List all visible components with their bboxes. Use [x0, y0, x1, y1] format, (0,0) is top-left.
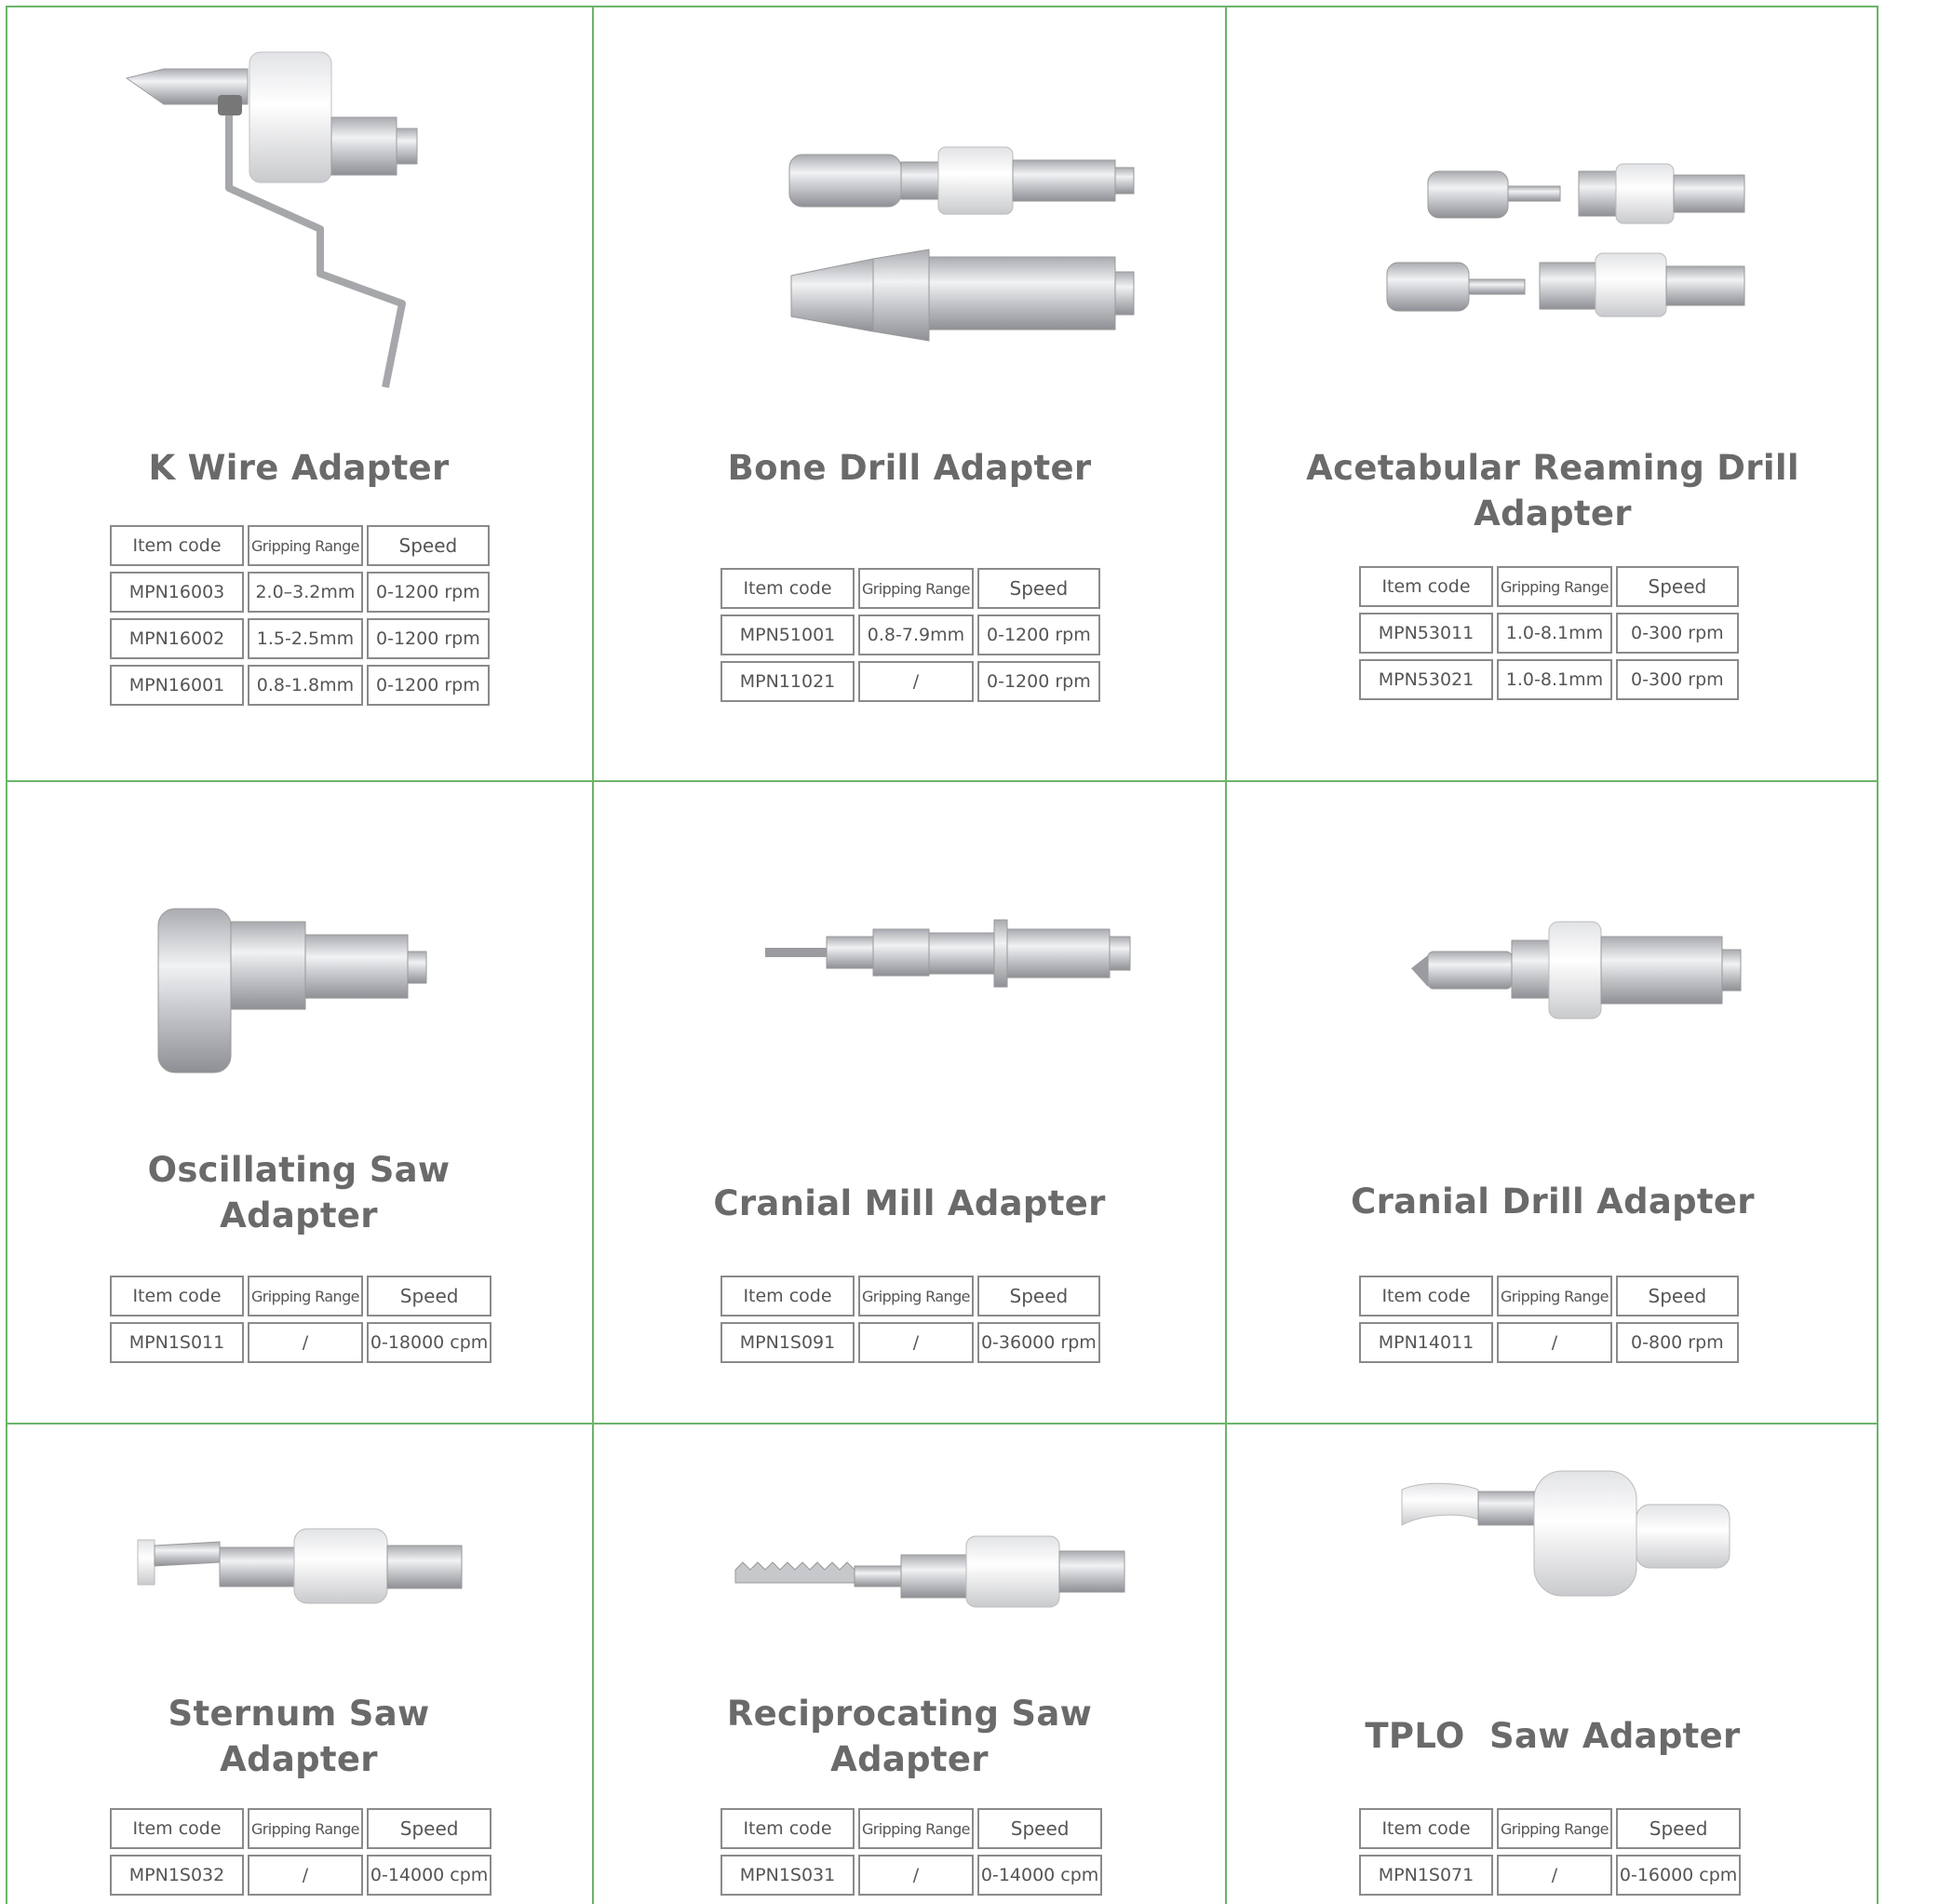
table-row — [1359, 1322, 1739, 1363]
item-code-cell: MPN14011 — [1359, 1322, 1493, 1363]
gripping-range-cell: / — [1497, 1322, 1612, 1363]
product-card-acetabular — [1227, 6, 1878, 782]
table-row — [110, 1855, 491, 1896]
table-row — [110, 665, 490, 706]
cranial-mill-adapter-icon — [594, 903, 1225, 1006]
speed-cell: 0-1200 rpm — [367, 618, 490, 659]
gripping-range-cell: 1.0-8.1mm — [1497, 613, 1612, 654]
spec-table — [1355, 1803, 1744, 1901]
gripping-range-cell: 2.0–3.2mm — [248, 572, 363, 613]
gripping-range-cell: 1.5-2.5mm — [248, 618, 363, 659]
table-header-row — [720, 1276, 1100, 1317]
header-item-code: Item code — [1359, 1276, 1493, 1317]
table-row — [720, 1855, 1102, 1896]
spec-table — [106, 520, 493, 711]
table-row — [110, 618, 490, 659]
header-item-code: Item code — [720, 568, 855, 609]
product-title: TPLO Saw Adapter — [1365, 1716, 1741, 1756]
header-speed: Speed — [367, 1808, 491, 1849]
spec-table — [1355, 1270, 1743, 1369]
product-card-reciprocating-saw — [594, 1425, 1227, 1904]
gripping-range-cell: 0.8-7.9mm — [858, 614, 974, 655]
oscillating-saw-adapter-icon — [6, 894, 592, 1080]
header-gripping-range: Gripping Range — [248, 525, 363, 566]
table-header-row — [1359, 566, 1739, 607]
header-item-code: Item code — [720, 1808, 855, 1849]
product-card-sternum-saw — [6, 1425, 594, 1904]
header-item-code: Item code — [720, 1276, 855, 1317]
header-gripping-range: Gripping Range — [1497, 1808, 1612, 1849]
item-code-cell: MPN16003 — [110, 572, 244, 613]
table-header-row — [1359, 1808, 1741, 1849]
speed-cell: 0-1200 rpm — [367, 572, 490, 613]
table-row — [1359, 613, 1739, 654]
header-speed: Speed — [1616, 1276, 1739, 1317]
table-header-row — [1359, 1276, 1739, 1317]
gripping-range-cell: / — [248, 1322, 363, 1363]
item-code-cell: MPN16002 — [110, 618, 244, 659]
item-code-cell: MPN51001 — [720, 614, 855, 655]
header-speed: Speed — [977, 1276, 1100, 1317]
item-code-cell: MPN1S011 — [110, 1322, 244, 1363]
product-title: Reciprocating Saw Adapter — [726, 1694, 1093, 1779]
gripping-range-cell: / — [858, 661, 974, 702]
table-row — [1359, 1855, 1741, 1896]
table-row — [720, 661, 1100, 702]
item-code-cell: MPN1S091 — [720, 1322, 855, 1363]
table-row — [110, 572, 490, 613]
header-gripping-range: Gripping Range — [858, 1276, 974, 1317]
speed-cell: 0-1200 rpm — [367, 665, 490, 706]
table-row — [720, 1322, 1100, 1363]
table-header-row — [110, 525, 490, 566]
header-speed: Speed — [1616, 566, 1739, 607]
speed-cell: 0-1200 rpm — [977, 614, 1100, 655]
speed-cell: 0-14000 cpm — [977, 1855, 1102, 1896]
product-card-cranial-mill — [594, 782, 1227, 1425]
bone-drill-adapter-icon — [594, 127, 1225, 369]
product-card-k-wire — [6, 6, 594, 782]
spec-table — [717, 562, 1104, 708]
header-gripping-range: Gripping Range — [248, 1276, 363, 1317]
item-code-cell: MPN1S071 — [1359, 1855, 1493, 1896]
spec-table — [106, 1803, 495, 1901]
table-row — [1359, 659, 1739, 700]
speed-cell: 0-300 rpm — [1616, 613, 1739, 654]
header-speed: Speed — [977, 568, 1100, 609]
header-gripping-range: Gripping Range — [858, 568, 974, 609]
tplo-saw-adapter-icon — [1227, 1462, 1878, 1601]
spec-table — [717, 1270, 1104, 1369]
speed-cell: 0-300 rpm — [1616, 659, 1739, 700]
product-title: Sternum Saw Adapter — [168, 1694, 430, 1779]
item-code-cell: MPN1S031 — [720, 1855, 855, 1896]
speed-cell: 0-16000 cpm — [1616, 1855, 1741, 1896]
table-header-row — [720, 568, 1100, 609]
gripping-range-cell: 0.8-1.8mm — [248, 665, 363, 706]
reciprocating-saw-adapter-icon — [594, 1518, 1225, 1620]
product-title: K Wire Adapter — [148, 448, 450, 488]
table-header-row — [720, 1808, 1102, 1849]
k-wire-adapter-icon — [6, 24, 592, 415]
item-code-cell: MPN53021 — [1359, 659, 1493, 700]
item-code-cell: MPN53011 — [1359, 613, 1493, 654]
header-gripping-range: Gripping Range — [858, 1808, 974, 1849]
product-title: Cranial Drill Adapter — [1351, 1182, 1755, 1222]
header-item-code: Item code — [110, 1808, 244, 1849]
header-item-code: Item code — [1359, 1808, 1493, 1849]
header-gripping-range: Gripping Range — [248, 1808, 363, 1849]
spec-table — [106, 1270, 495, 1369]
spec-table — [717, 1803, 1106, 1901]
product-card-cranial-drill — [1227, 782, 1878, 1425]
gripping-range-cell: / — [248, 1855, 363, 1896]
header-gripping-range: Gripping Range — [1497, 1276, 1612, 1317]
table-row — [110, 1322, 491, 1363]
product-title: Bone Drill Adapter — [727, 448, 1092, 488]
product-card-oscillating-saw — [6, 782, 594, 1425]
header-item-code: Item code — [110, 1276, 244, 1317]
gripping-range-cell: 1.0-8.1mm — [1497, 659, 1612, 700]
acetabular-reaming-drill-adapter-icon — [1227, 145, 1878, 359]
header-speed: Speed — [977, 1808, 1102, 1849]
header-speed: Speed — [1616, 1808, 1741, 1849]
gripping-range-cell: / — [858, 1855, 974, 1896]
table-header-row — [110, 1276, 491, 1317]
product-title: Acetabular Reaming Drill Adapter — [1306, 448, 1799, 533]
speed-cell: 0-800 rpm — [1616, 1322, 1739, 1363]
table-header-row — [110, 1808, 491, 1849]
speed-cell: 0-18000 cpm — [367, 1322, 491, 1363]
table-row — [720, 614, 1100, 655]
header-speed: Speed — [367, 525, 490, 566]
item-code-cell: MPN1S032 — [110, 1855, 244, 1896]
product-card-bone-drill — [594, 6, 1227, 782]
spec-table — [1355, 560, 1743, 706]
product-title: Oscillating Saw Adapter — [147, 1150, 451, 1236]
header-item-code: Item code — [1359, 566, 1493, 607]
gripping-range-cell: / — [1497, 1855, 1612, 1896]
speed-cell: 0-36000 rpm — [977, 1322, 1100, 1363]
header-speed: Speed — [367, 1276, 491, 1317]
speed-cell: 0-14000 cpm — [367, 1855, 491, 1896]
header-gripping-range: Gripping Range — [1497, 566, 1612, 607]
product-card-tplo-saw — [1227, 1425, 1878, 1904]
speed-cell: 0-1200 rpm — [977, 661, 1100, 702]
item-code-cell: MPN16001 — [110, 665, 244, 706]
item-code-cell: MPN11021 — [720, 661, 855, 702]
header-item-code: Item code — [110, 525, 244, 566]
gripping-range-cell: / — [858, 1322, 974, 1363]
cranial-drill-adapter-icon — [1227, 912, 1878, 1033]
product-title: Cranial Mill Adapter — [713, 1183, 1106, 1223]
sternum-saw-adapter-icon — [6, 1508, 592, 1620]
